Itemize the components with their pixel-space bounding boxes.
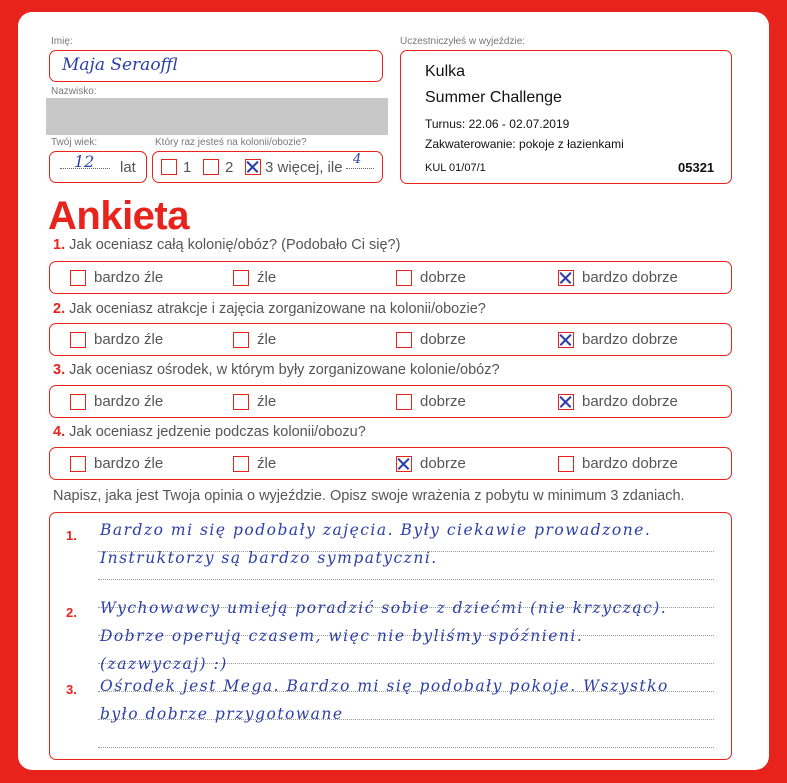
q4-option-label: bardzo dobrze xyxy=(582,455,678,472)
q1-checkbox-bardzo-zle[interactable] xyxy=(70,270,86,286)
q2-option-label: dobrze xyxy=(420,331,466,348)
answer-1-line-2: Instruktorzy są bardzo sympatyczni. xyxy=(100,549,438,567)
answer-2-number: 2. xyxy=(66,605,77,620)
q2-option-label: bardzo dobrze xyxy=(582,331,678,348)
q2-option-label: bardzo źle xyxy=(94,331,164,348)
q4-checkbox-dobrze[interactable] xyxy=(396,456,412,472)
age-label: Twój wiek: xyxy=(51,137,98,148)
trip-program: Summer Challenge xyxy=(425,89,562,106)
answer-2-line-3: (zazwyczaj) :) xyxy=(100,655,228,673)
visit-count-value: 4 xyxy=(353,152,362,167)
first-name-field[interactable] xyxy=(49,50,383,82)
question-3-options xyxy=(49,385,732,418)
trip-accommodation: Zakwaterowanie: pokoje z łazienkami xyxy=(425,137,624,151)
first-name-value: Maja Seraoffl xyxy=(62,55,178,75)
q3-checkbox-dobrze[interactable] xyxy=(396,394,412,410)
q3-option-label: źle xyxy=(257,393,277,410)
visit-count-dotted-line xyxy=(346,168,374,169)
q4-checkbox-zle[interactable] xyxy=(233,456,249,472)
q4-option-label: bardzo źle xyxy=(94,455,164,472)
checkbox-visit-1[interactable] xyxy=(161,159,177,175)
q3-checkbox-bardzo-dobrze[interactable] xyxy=(558,394,574,410)
surname-redacted xyxy=(46,98,388,135)
q1-option-label: dobrze xyxy=(420,269,466,286)
q1-option-label: bardzo źle xyxy=(94,269,164,286)
answer-2-line-1: Wychowawcy umieją poradzić sobie z dziećmi (nie krzycząc). xyxy=(100,599,668,617)
ruled-line xyxy=(98,579,714,580)
question-3: 3. Jak oceniasz ośrodek, w którym były zorganizowane kolonie/obóz? xyxy=(53,362,500,378)
visit-2-label: 2 xyxy=(225,159,234,176)
answer-1-number: 1. xyxy=(66,528,77,543)
survey-sheet xyxy=(18,12,769,770)
q1-checkbox-bardzo-dobrze[interactable] xyxy=(558,270,574,286)
question-4: 4. Jak oceniasz jedzenie podczas kolonii/obozu? xyxy=(53,424,366,440)
q1-checkbox-zle[interactable] xyxy=(233,270,249,286)
trip-label: Uczestniczyłeś w wyjeździe: xyxy=(400,36,526,47)
q4-option-label: źle xyxy=(257,455,277,472)
answer-1-line-1: Bardzo mi się podobały zajęcia. Były ciekawie prowadzone. xyxy=(100,521,652,539)
q3-checkbox-bardzo-zle[interactable] xyxy=(70,394,86,410)
question-1-options xyxy=(49,261,732,294)
trip-number: 05321 xyxy=(678,160,715,175)
q2-option-label: źle xyxy=(257,331,277,348)
trip-card xyxy=(400,50,732,184)
trip-turnus: Turnus: 22.06 - 02.07.2019 xyxy=(425,117,570,131)
question-1: 1. Jak oceniasz całą kolonię/obóz? (Podobało Ci się?) xyxy=(53,237,401,253)
q2-checkbox-bardzo-zle[interactable] xyxy=(70,332,86,348)
trip-name: Kulka xyxy=(425,63,466,80)
trip-code: KUL 01/07/1 xyxy=(425,162,486,174)
age-unit: lat xyxy=(120,159,136,176)
age-field[interactable] xyxy=(49,151,147,183)
q2-checkbox-dobrze[interactable] xyxy=(396,332,412,348)
question-2: 2. Jak oceniasz atrakcje i zajęcia zorganizowane na kolonii/obozie? xyxy=(53,301,486,317)
surname-label: Nazwisko: xyxy=(51,86,97,97)
answer-3-line-2: było dobrze przygotowane xyxy=(100,705,344,723)
q1-option-label: bardzo dobrze xyxy=(582,269,678,286)
page-title: Ankieta xyxy=(48,194,189,238)
ruled-line xyxy=(98,747,714,748)
age-value: 12 xyxy=(74,152,95,171)
q1-checkbox-dobrze[interactable] xyxy=(396,270,412,286)
q3-option-label: bardzo dobrze xyxy=(582,393,678,410)
answer-2-line-2: Dobrze operują czasem, więc nie byliśmy spóźnieni. xyxy=(100,627,584,645)
which-time-field xyxy=(152,151,383,183)
q3-checkbox-zle[interactable] xyxy=(233,394,249,410)
q3-option-label: dobrze xyxy=(420,393,466,410)
q2-checkbox-zle[interactable] xyxy=(233,332,249,348)
answer-3-number: 3. xyxy=(66,682,77,697)
which-time-label: Który raz jesteś na kolonii/obozie? xyxy=(155,137,307,148)
q1-option-label: źle xyxy=(257,269,277,286)
opinion-prompt: Napisz, jaka jest Twoja opinia o wyjeździe. Opisz swoje wrażenia z pobytu w minimum 3 zdaniach. xyxy=(53,488,685,504)
q4-checkbox-bardzo-zle[interactable] xyxy=(70,456,86,472)
checkbox-visit-2[interactable] xyxy=(203,159,219,175)
q4-checkbox-bardzo-dobrze[interactable] xyxy=(558,456,574,472)
question-4-options xyxy=(49,447,732,480)
visit-3-more-label: 3 więcej, ile xyxy=(265,159,343,176)
name-label: Imię: xyxy=(51,36,73,47)
q2-checkbox-bardzo-dobrze[interactable] xyxy=(558,332,574,348)
visit-1-label: 1 xyxy=(183,159,192,176)
q4-option-label: dobrze xyxy=(420,455,466,472)
checkbox-visit-3-more[interactable] xyxy=(245,159,261,175)
q3-option-label: bardzo źle xyxy=(94,393,164,410)
question-2-options xyxy=(49,323,732,356)
answer-3-line-1: Ośrodek jest Mega. Bardzo mi się podobały pokoje. Wszystko xyxy=(100,677,669,695)
